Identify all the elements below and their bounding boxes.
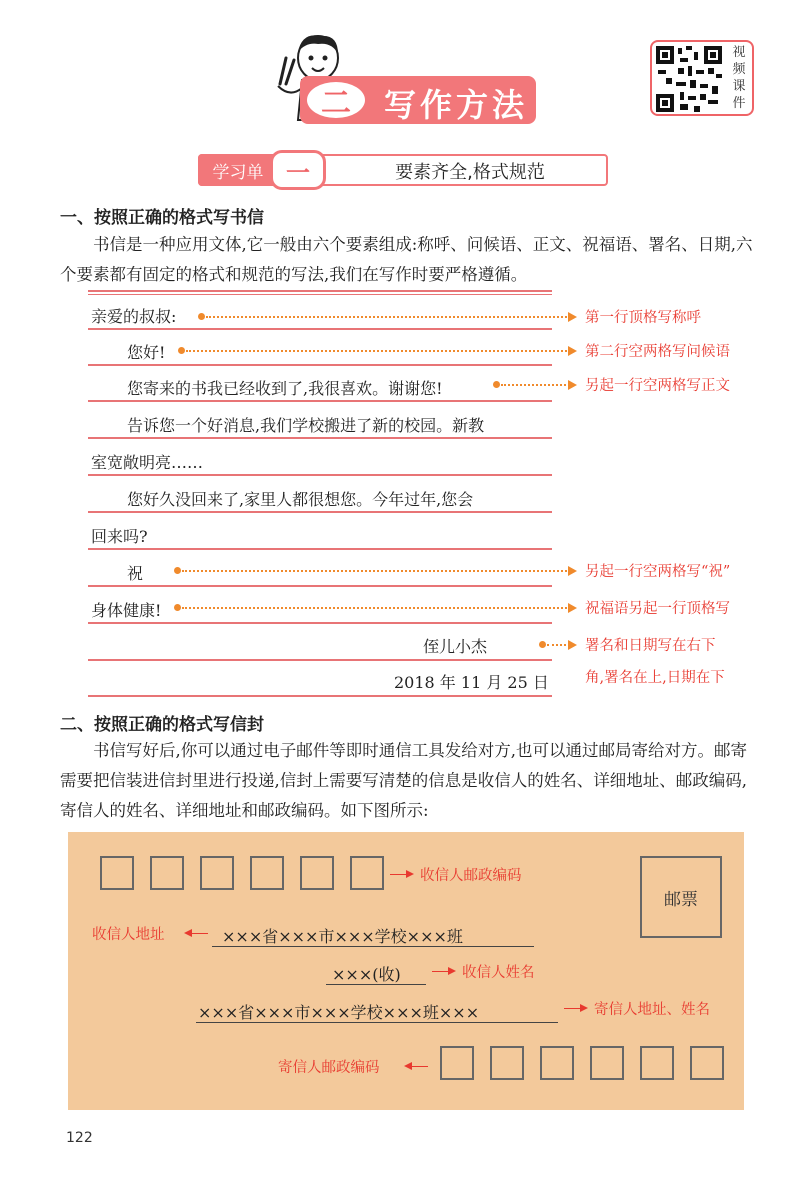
page-number: 122 (66, 1130, 93, 1146)
letter-rule (88, 437, 552, 439)
letter-body-line: 您好久没回来了,家里人都很想您。今年过年,您会 (127, 490, 474, 509)
letter-greeting: 您好! (127, 343, 166, 362)
note-wish1: 另起一行空两格写“祝” (585, 564, 731, 580)
letter-rule (88, 548, 552, 550)
letter-rule (88, 511, 552, 513)
recipient-address: ×××省×××市×××学校×××班 (222, 927, 463, 946)
recipient-postcode-box (250, 856, 284, 890)
address-underline (212, 946, 534, 947)
stamp-box: 邮票 (640, 856, 722, 938)
red-arrow-line (190, 933, 208, 934)
part2-heading: 二、按照正确的格式写信封 (60, 715, 264, 735)
letter-rule (88, 585, 552, 587)
guide-line (186, 350, 570, 352)
sender-postcode-box (590, 1046, 624, 1080)
section-title: 写作方法 (384, 86, 529, 124)
arrow-right-icon (568, 380, 577, 390)
note-salutation: 第一行顶格写称呼 (585, 310, 701, 326)
letter-date: 2018 年 11 月 25 日 (394, 673, 549, 692)
guide-line (182, 570, 570, 572)
arrow-right-icon (568, 640, 577, 650)
part1-paragraph: 书信是一种应用文体,它一般由六个要素组成:称呼、问候语、正文、祝福语、署名、日期,六个要素都有固定的格式和规范的写法,我们在写作时要严格遵循。 (60, 235, 753, 284)
study-sheet-tag: 学习单 (198, 154, 278, 186)
note-wish2: 祝福语另起一行顶格写 (585, 601, 730, 617)
section-number: 二 (304, 79, 368, 121)
arrow-right-icon (406, 870, 414, 878)
arrow-right-icon (448, 967, 456, 975)
letter-rule (88, 364, 552, 366)
guide-dot (539, 641, 546, 648)
arrow-right-icon (580, 1004, 588, 1012)
recipient-postcode-box (200, 856, 234, 890)
part1-heading: 一、按照正确的格式写书信 (60, 208, 264, 228)
guide-line (501, 384, 570, 386)
letter-salutation: 亲爱的叔叔: (91, 307, 177, 326)
guide-dot (198, 313, 205, 320)
guide-dot (174, 567, 181, 574)
sender-postcode-box (690, 1046, 724, 1080)
letter-rule (88, 695, 552, 697)
label-recipient-name: 收信人姓名 (462, 965, 535, 981)
letter-wish-line1: 祝 (127, 564, 144, 583)
guide-line (182, 607, 570, 609)
label-sender-address-name: 寄信人地址、姓名 (594, 1002, 710, 1018)
qr-label: 视频课件 (732, 45, 746, 111)
sender-postcode-box (490, 1046, 524, 1080)
note-body: 另起一行空两格写正文 (585, 378, 730, 394)
letter-rule (88, 622, 552, 624)
letter-rule (88, 474, 552, 476)
note-sign-line2: 角,署名在上,日期在下 (585, 670, 725, 686)
name-underline (326, 984, 426, 985)
guide-line (547, 644, 570, 646)
study-sheet-title: 要素齐全,格式规范 (395, 162, 545, 183)
guide-line (206, 316, 570, 318)
letter-body-line: 室宽敞明亮…… (91, 453, 204, 472)
recipient-postcode-box (300, 856, 334, 890)
sender-postcode-box (540, 1046, 574, 1080)
red-arrow-line (410, 1066, 428, 1067)
letter-rule (88, 400, 552, 402)
letter-wish-line2: 身体健康! (91, 601, 162, 620)
recipient-postcode-box (350, 856, 384, 890)
arrow-right-icon (568, 346, 577, 356)
letter-rule (88, 659, 552, 661)
guide-dot (174, 604, 181, 611)
guide-dot (178, 347, 185, 354)
recipient-postcode-box (100, 856, 134, 890)
guide-dot (493, 381, 500, 388)
label-sender-postcode: 寄信人邮政编码 (278, 1060, 380, 1076)
study-sheet-number: 一 (270, 150, 326, 190)
arrow-right-icon (568, 603, 577, 613)
recipient-postcode-box (150, 856, 184, 890)
label-recipient-address: 收信人地址 (92, 927, 165, 943)
arrow-right-icon (568, 312, 577, 322)
note-greeting: 第二行空两格写问候语 (585, 344, 730, 360)
part2-paragraph: 书信写好后,你可以通过电子邮件等即时通信工具发给对方,也可以通过邮局寄给对方。邮寄需要把信装进信封里进行投递,信封上需要写清楚的信息是收信人的姓名、详细地址、邮政编码,寄信人的姓名、详细地址和邮政编码。如下图所示: (60, 741, 747, 820)
letter-body-line: 您寄来的书我已经收到了,我很喜欢。谢谢您! (127, 379, 443, 398)
sender-info: ×××省×××市×××学校×××班××× (198, 1003, 480, 1022)
recipient-name: ×××(收) (332, 965, 401, 984)
letter-rule (88, 328, 552, 330)
letter-top-rule (88, 290, 552, 295)
sender-postcode-box (440, 1046, 474, 1080)
arrow-right-icon (568, 566, 577, 576)
sender-postcode-box (640, 1046, 674, 1080)
sender-underline (196, 1022, 558, 1023)
note-sign-line1: 署名和日期写在右下 (585, 638, 716, 654)
qr-code-icon[interactable] (656, 46, 722, 112)
letter-signature: 侄儿小杰 (423, 637, 488, 656)
label-recipient-postcode: 收信人邮政编码 (420, 868, 522, 884)
letter-body-line: 回来吗? (91, 527, 148, 546)
letter-body-line: 告诉您一个好消息,我们学校搬进了新的校园。新教 (127, 416, 485, 435)
